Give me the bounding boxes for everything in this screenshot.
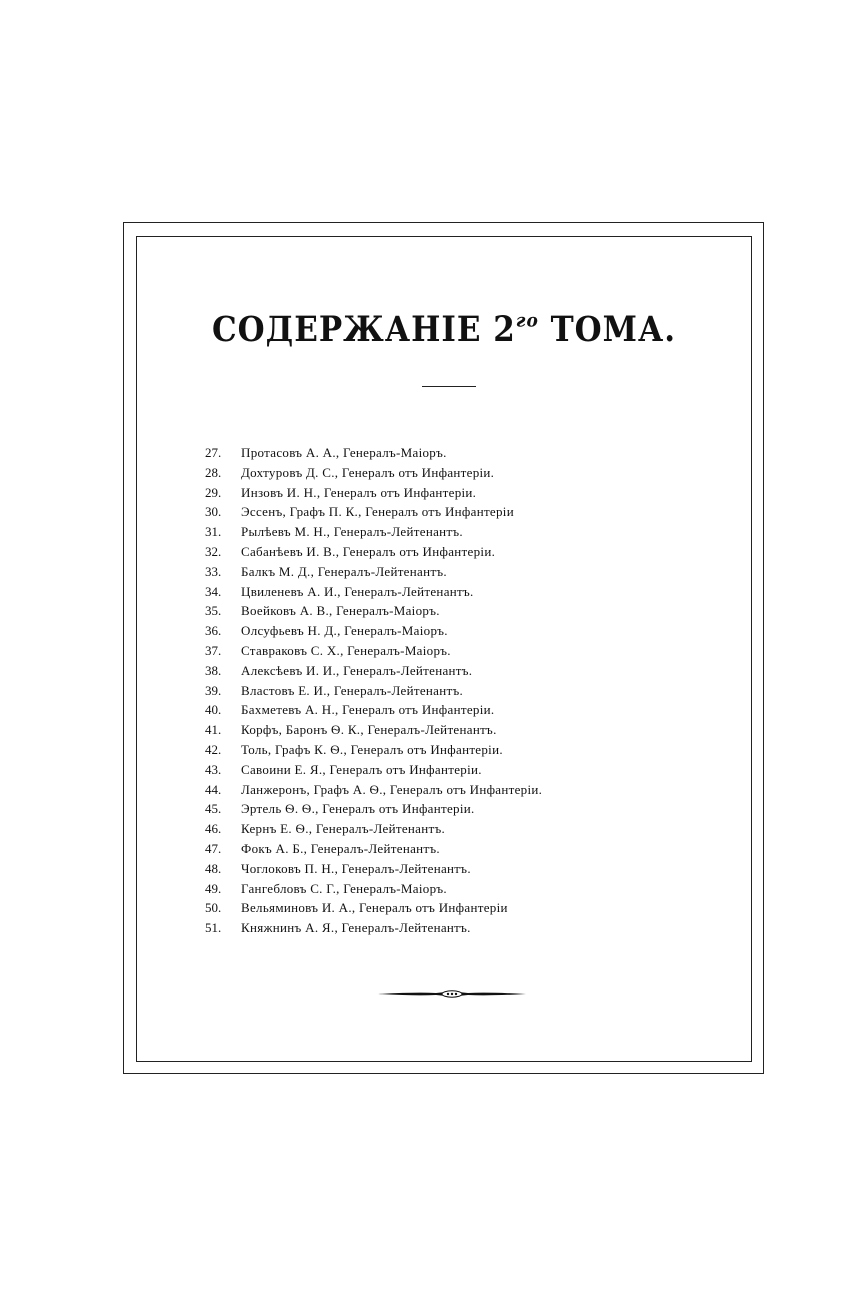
entry-text: Олсуфьевъ Н. Д., Генералъ-Маіоръ. — [241, 623, 448, 639]
entry-number: 44. — [205, 781, 222, 797]
entry-text: Кернъ Е. Ѳ., Генералъ-Лейтенантъ. — [241, 821, 446, 837]
entry-number: 48. — [205, 860, 222, 876]
entry-text: Инзовъ И. Н., Генералъ отъ Инфантеріи. — [241, 484, 477, 500]
contents-entry — [205, 621, 685, 641]
entry-text: Сабанѣевъ И. В., Генералъ отъ Инфантеріи. — [241, 543, 496, 559]
entry-text: Фокъ А. Б., Генералъ-Лейтенантъ. — [241, 840, 440, 856]
contents-entry — [205, 740, 685, 760]
contents-entry — [205, 641, 685, 661]
entry-text: Чоглоковъ П. Н., Генералъ-Лейтенантъ. — [241, 860, 471, 876]
contents-entry — [205, 898, 685, 918]
entry-number: 29. — [205, 484, 222, 500]
entry-text: Савоини Е. Я., Генералъ отъ Инфантеріи. — [241, 761, 482, 777]
entry-text: Вельяминовъ И. А., Генералъ отъ Инфантеріи — [241, 900, 508, 916]
contents-entry — [205, 819, 685, 839]
entry-number: 31. — [205, 524, 222, 540]
entry-number: 32. — [205, 543, 222, 559]
entry-text: Алексѣевъ И. И., Генералъ-Лейтенантъ. — [241, 662, 473, 678]
entry-text: Воейковъ А. В., Генералъ-Маіоръ. — [241, 603, 440, 619]
entry-text: Княжнинъ А. Я., Генералъ-Лейтенантъ. — [241, 920, 471, 936]
contents-entry — [205, 582, 685, 602]
title-divider — [422, 386, 476, 387]
entry-number: 28. — [205, 464, 222, 480]
entry-text: Цвиленевъ А. И., Генералъ-Лейтенантъ. — [241, 583, 474, 599]
contents-entry — [205, 879, 685, 899]
entry-text: Корфъ, Баронъ Ѳ. К., Генералъ-Лейтенантъ. — [241, 722, 497, 738]
entry-text: Толь, Графъ К. Ѳ., Генералъ отъ Инфантеріи. — [241, 741, 503, 757]
contents-entry — [205, 839, 685, 859]
entry-number: 41. — [205, 722, 222, 738]
entry-number: 47. — [205, 840, 222, 856]
contents-list — [205, 443, 685, 938]
contents-entry — [205, 542, 685, 562]
entry-number: 49. — [205, 880, 222, 896]
entry-text: Бахметевъ А. Н., Генералъ отъ Инфантеріи. — [241, 702, 495, 718]
contents-entry — [205, 483, 685, 503]
entry-number: 39. — [205, 682, 222, 698]
entry-text: Ставраковъ С. Х., Генералъ-Маіоръ. — [241, 642, 451, 658]
entry-text: Ланжеронъ, Графъ А. Ѳ., Генералъ отъ Инфантеріи. — [241, 781, 543, 797]
entry-number: 27. — [205, 445, 222, 460]
contents-entry — [205, 859, 685, 879]
entry-number: 34. — [205, 583, 222, 599]
contents-entry — [205, 601, 685, 621]
entry-text: Эссенъ, Графъ П. К., Генералъ отъ Инфантеріи — [241, 504, 514, 520]
contents-entry — [205, 463, 685, 483]
contents-entry — [205, 799, 685, 819]
entry-text: Рылѣевъ М. Н., Генералъ-Лейтенантъ. — [241, 524, 463, 540]
entry-number: 37. — [205, 642, 222, 658]
entry-text: Эртель Ѳ. Ѳ., Генералъ отъ Инфантеріи. — [241, 801, 475, 817]
entry-number: 38. — [205, 662, 222, 678]
entry-text: Дохтуровъ Д. С., Генералъ отъ Инфантеріи. — [241, 464, 495, 480]
entry-number: 50. — [205, 900, 222, 916]
title-main: СОДЕРЖАНІЕ 2 — [211, 309, 516, 351]
entry-number: 45. — [205, 801, 222, 817]
title-end: ТОМА. — [538, 309, 677, 351]
entry-number: 40. — [205, 702, 222, 718]
entry-number: 46. — [205, 821, 222, 837]
contents-entry — [205, 522, 685, 542]
contents-entry — [205, 562, 685, 582]
contents-entry — [205, 780, 685, 800]
entry-number: 51. — [205, 920, 222, 936]
contents-entry — [205, 443, 685, 463]
contents-entry — [205, 681, 685, 701]
title-superscript: го — [515, 309, 539, 333]
contents-entry — [205, 661, 685, 681]
entry-text: Властовъ Е. И., Генералъ-Лейтенантъ. — [241, 682, 464, 698]
decorative-tailpiece-icon — [376, 984, 528, 1004]
entry-number: 43. — [205, 761, 222, 777]
contents-entry — [205, 700, 685, 720]
entry-number: 36. — [205, 623, 222, 639]
entry-text: Балкъ М. Д., Генералъ-Лейтенантъ. — [241, 563, 447, 579]
contents-entry — [205, 502, 685, 522]
entry-number: 42. — [205, 741, 222, 757]
entry-text: Протасовъ А. А., Генералъ-Маіоръ. — [241, 445, 447, 460]
contents-entry — [205, 720, 685, 740]
contents-entry — [205, 918, 685, 938]
entry-text: Гангебловъ С. Г., Генералъ-Маіоръ. — [241, 880, 447, 896]
entry-number: 35. — [205, 603, 222, 619]
page-title — [136, 310, 752, 350]
entry-number: 30. — [205, 504, 222, 520]
entry-number: 33. — [205, 563, 222, 579]
contents-entry — [205, 760, 685, 780]
